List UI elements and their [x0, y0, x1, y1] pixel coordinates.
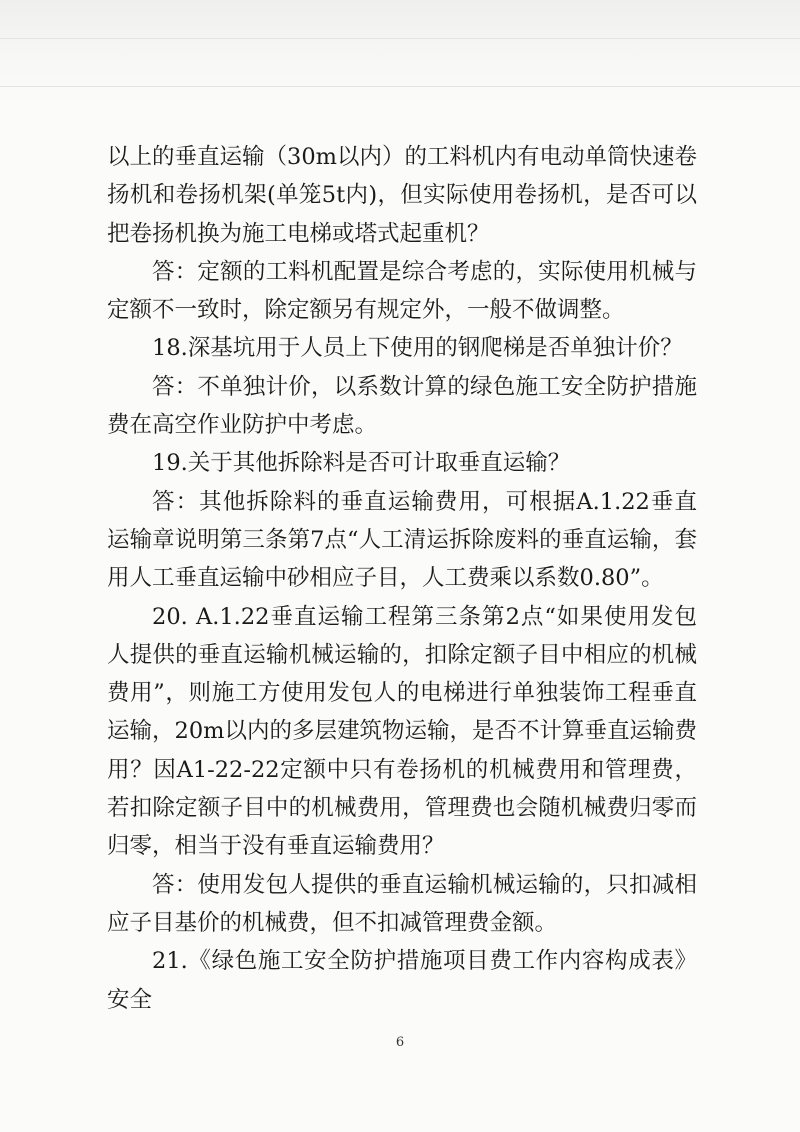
page-number: 6 [395, 1035, 405, 1050]
question-paragraph: 18.深基坑用于人员上下使用的钢爬梯是否单独计价？ [152, 335, 683, 362]
paragraph: 以上的垂直运输（30m以内）的工料机内有电动单筒快速卷扬机和卷扬机架(单笼5t内)，但实际使用卷扬机，是否可以把卷扬机换为施工电梯或塔式起重机？ [107, 144, 697, 247]
scan-shadow-band [0, 0, 800, 105]
question-paragraph: 21.《绿色施工安全防护措施项目费工作内容构成表》安全 [107, 948, 697, 1013]
answer-paragraph: 答：使用发包人提供的垂直运输机械运输的，只扣减相应子目基价的机械费，但不扣减管理费金额。 [107, 871, 697, 936]
question-paragraph: 19.关于其他拆除料是否可计取垂直运输？ [152, 450, 571, 477]
scan-artifact-line [0, 86, 800, 87]
document-body [107, 138, 697, 1019]
answer-paragraph: 答：不单独计价，以系数计算的绿色施工安全防护措施费在高空作业防护中考虑。 [107, 373, 697, 439]
question-paragraph: 20. A.1.22垂直运输工程第三条第2点“如果使用发包人提供的垂直运输机械运输的，扣除定额子目中相应的机械费用”，则施工方使用发包人的电梯进行单独装饰工程垂直运输，20m以内的多层建筑物运输，是否不计算垂直运输费用？因A1-22-22定额中只有卷扬机的机械费用和管理费，若扣除定额子目中的机械费用，管理费也会随机械费归零而归零，相当于没有垂直运输费用？ [107, 603, 697, 860]
answer-paragraph: 答：定额的工料机配置是综合考虑的，实际使用机械与定额不一致时，除定额另有规定外，一般不做调整。 [107, 258, 697, 324]
answer-paragraph: 答：其他拆除料的垂直运输费用，可根据A.1.22垂直运输章说明第三条第7点“人工清运拆除废料的垂直运输，套用人工垂直运输中砂相应子目，人工费乘以系数0.80”。 [107, 488, 697, 592]
scan-artifact-line [0, 38, 800, 39]
